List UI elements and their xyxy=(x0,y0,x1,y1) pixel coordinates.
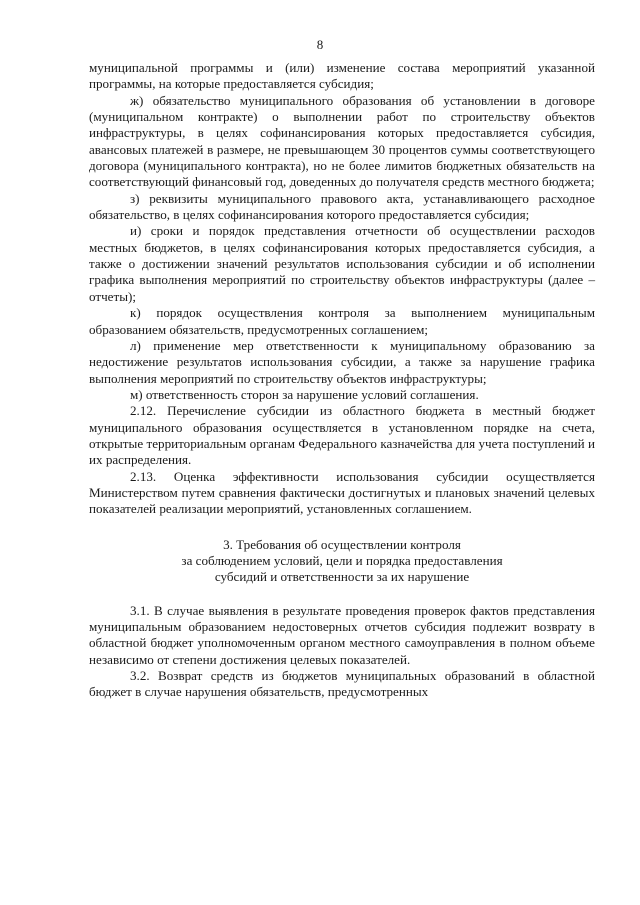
paragraph-item-l: л) применение мер ответственности к муниципальному образованию за недостижение результатов использования субсидии, а также за нарушение графика выполнения мероприятий по строительству объектов инфраструктуры; xyxy=(89,337,595,386)
paragraph-item-m: м) ответственность сторон за нарушение условий соглашения. xyxy=(130,386,479,402)
paragraph-item-zh: ж) обязательство муниципального образования об установлении в договоре (муниципальном контракте) о выполнении работ по строительству объектов инфраструктуры, в целях софинансирования которых предоставляется субсидия, авансовых платежей в размере, не превышающем 30 процентов суммы соответствующего договора (муниципального контракта), но не более лимитов бюджетных обязательств на соответствующий финансовый год, доведенных до получателя средств местного бюджета; xyxy=(89,92,595,190)
paragraph-item-k: к) порядок осуществления контроля за выполнением муниципальным образованием обязательств, предусмотренных соглашением; xyxy=(89,305,595,337)
paragraph: муниципальной программы и (или) изменение состава мероприятий указанной программы, на которые предоставляется субсидия; xyxy=(89,60,595,92)
paragraph-3-1: 3.1. В случае выявления в результате проведения проверок фактов представления муниципальным образованием недостоверных отчетов субсидия подлежит возврату в областной бюджет уполномоченным органом местного самоуправления в полном объеме независимо от степени достижения целевых показателей. xyxy=(89,602,595,667)
section-heading-line: за соблюдением условий, цели и порядка предоставления xyxy=(181,552,503,568)
section-heading xyxy=(89,537,595,586)
section-heading-line: 3. Требования об осуществлении контроля xyxy=(223,536,461,552)
paragraph-item-i: и) сроки и порядок представления отчетности об осуществлении расходов местных бюджетов, в целях софинансирования которых предоставляется субсидия, а также о достижении значений результатов использования субсидии и об исполнении графика выполнения мероприятий по строительству объектов инфраструктуры (далее – отчеты); xyxy=(89,223,595,304)
paragraph-2-12: 2.12. Перечисление субсидии из областного бюджета в местный бюджет муниципального образования осуществляется в установленном порядке на счета, открытые территориальным органам Федерального казначейства для учета поступлений и их распределения. xyxy=(89,403,595,468)
paragraph-item-z: з) реквизиты муниципального правового акта, устанавливающего расходное обязательство, в целях софинансирования которого предоставляется субсидия; xyxy=(89,190,595,223)
paragraph-2-13: 2.13. Оценка эффективности использования субсидии осуществляется Министерством путем сравнения фактически достигнутых и плановых значений целевых показателей реализации мероприятий, установленных соглашением. xyxy=(89,468,595,517)
paragraph-3-2: 3.2. Возврат средств из бюджетов муниципальных образований в областной бюджет в случае нарушения обязательств, предусмотренных xyxy=(89,668,595,700)
page-number: 8 xyxy=(316,37,324,52)
document-body xyxy=(89,60,595,701)
section-heading-line: субсидий и ответственности за их нарушение xyxy=(214,569,470,585)
